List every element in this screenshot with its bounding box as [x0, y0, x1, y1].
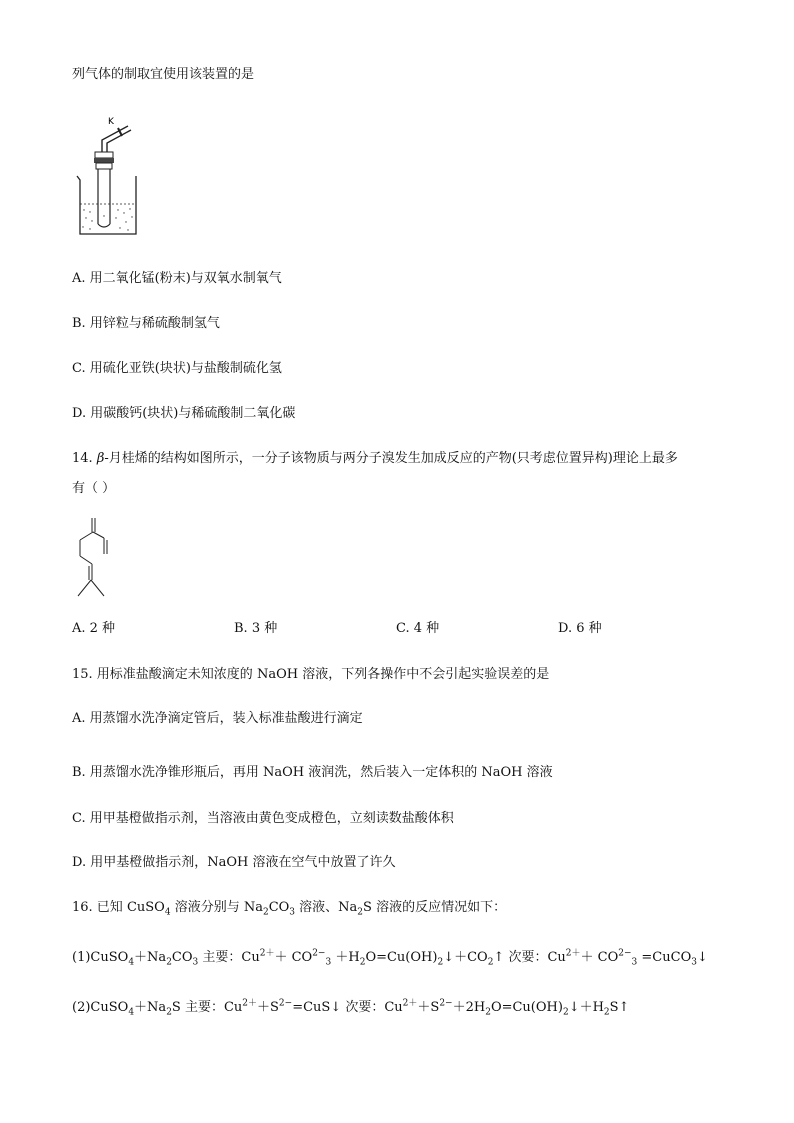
q14-stem-text: -月桂烯的结构如图所示，一分子该物质与两分子溴发生加成反应的产物(只考虑位置异构)理论上最多 — [104, 451, 678, 466]
q16-intro: 16. 已知 CuSO$_4$ 溶液分别与 $Na_2CO_3$ 溶液、$Na_2S$ 溶液的反应情况如下： — [72, 900, 507, 918]
q15-stem: 15. 用标准盐酸滴定未知浓度的 NaOH 溶液，下列各操作中不会引起实验误差的是 — [72, 667, 550, 682]
q15-option-c: C. 用甲基橙做指示剂，当溶液由黄色变成橙色，立刻读数盐酸体积 — [72, 811, 454, 826]
q15-option-a: A. 用蒸馏水洗净滴定管后，装入标准盐酸进行滴定 — [72, 711, 363, 726]
q16-equation-1: $(1)CuSO_4+Na_2CO_3$ 主要：$Cu^{2+}+ CO^{2-}_3$ $+H_2O=Cu(OH)_2↓+CO_2↑$ 次要：$Cu^{2+}+ CO^{2-}_3$ =CuCO$_3$↓ — [72, 948, 708, 968]
q13-option-c: C. 用硫化亚铁(块状)与盐酸制硫化氢 — [72, 361, 282, 376]
q15-option-b: B. 用蒸馏水洗净锥形瓶后，再用 NaOH 液润洗，然后装入一定体积的 NaOH 溶液 — [72, 765, 553, 780]
q13-option-b: B. 用锌粒与稀硫酸制氢气 — [72, 316, 220, 331]
q13-option-d: D. 用碳酸钙(块状)与稀硫酸制二氧化碳 — [72, 406, 296, 421]
q14-option-c: C. 4 种 — [396, 621, 440, 636]
q14-option-b: B. 3 种 — [234, 621, 278, 636]
valve-label: K — [108, 117, 114, 127]
q14-number: 14. — [72, 451, 97, 466]
q14-stem-line1 — [72, 450, 678, 468]
q14-beta: β — [96, 451, 105, 466]
q16-equation-2: $(2)CuSO_4+Na_2S$ 主要：$Cu^{2+}+S^{2-}=CuS↓$ 次要：$Cu^{2+}+S^{2-}+2H_2O=Cu(OH)_2↓+H_2S↑$ — [72, 998, 630, 1018]
q15-option-d: D. 用甲基橙做指示剂，NaOH 溶液在空气中放置了许久 — [72, 855, 396, 870]
q14-stem-line2: 有（ ） — [72, 481, 116, 496]
q14-option-d: D. 6 种 — [558, 621, 602, 636]
q14-option-a: A. 2 种 — [72, 621, 116, 636]
q13-option-a: A. 用二氧化锰(粉末)与双氧水制氧气 — [72, 271, 282, 286]
gas-generator-apparatus-figure — [74, 112, 146, 240]
myrcene-structure-figure — [70, 516, 120, 606]
q13-stem-tail: 列气体的制取宜使用该装置的是 — [72, 67, 255, 82]
